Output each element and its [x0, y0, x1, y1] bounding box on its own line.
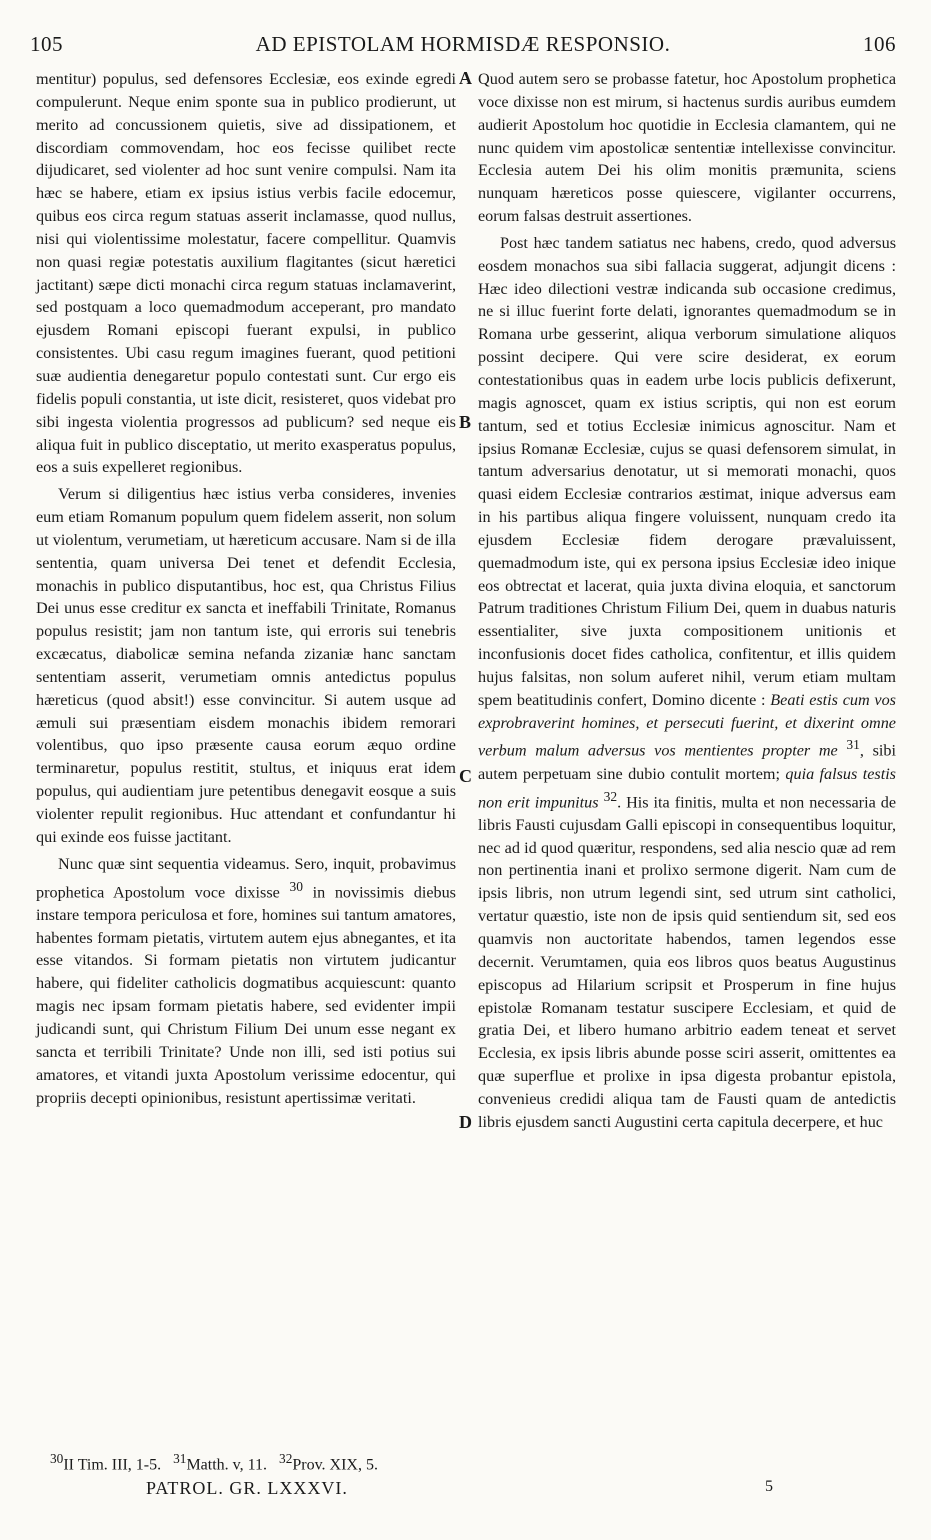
margin-marker-b: B	[459, 412, 472, 432]
footnote-number-30: 30	[50, 1451, 64, 1466]
left-p3-text-a: Nunc quæ sint sequentia videamus. Sero, inquit, probavimus prophetica Apostolum voce dixisse	[36, 854, 456, 901]
left-paragraph-3	[36, 853, 456, 1110]
footnote-number-31: 31	[173, 1451, 187, 1466]
footnote-ref-30: 30	[289, 878, 303, 894]
running-header	[30, 32, 896, 62]
scripture-quote-1: Beati estis cum vos exprobraverint homines, et persecuti fuerint, et dixerint omne verbum malum adversus vos mentientes propter me	[478, 690, 896, 760]
running-title: AD EPISTOLAM HORMISDÆ RESPONSIO.	[255, 32, 671, 56]
footnote-text-31: Matth. v, 11.	[186, 1456, 268, 1474]
left-page-number: 105	[30, 32, 63, 56]
right-paragraph-1: Quod autem sero se probasse fatetur, hoc Apostolum prophetica voce dixisse non est mirum, si hactenus surdis auribus eumdem audierit Apostolum hoc quotidie in Ecclesia clamantem, qui ne nunc quidem vim apostolicæ sententiæ intellexisse convincitur. Ecclesia autem Dei his olim monitis præmunita, sciens nunquam hæreticos posse quiescere, vigilanter occurrens, eorum falsas destruit assertiones.	[478, 70, 896, 226]
footnote-text-30: II Tim. III, 1-5.	[63, 1456, 162, 1474]
volume-signature: PATROL. GR. LXXXVI.	[146, 1478, 348, 1498]
left-p3-text-b: in novissimis diebus instare tempora periculosa et fore, homines sui tantum amatores, habentes formam pietatis, virtutem autem ejus abnegantes, et ita esse vitandos. Si formam pietatis non virtutem judicantur habere, qui fideliter catholicis dogmatibus acquiescunt: quanto magis nec ipsam formam pietatis habere, sed evidenter impii judicandi sunt, qui Christum Filium Dei unum esse negant ex sancta et terribili Trinitate? Unde non illi, sed isti potius sui amatores, et vitandi juxta Apostolum verissime edocentur, qui propriis decepti opinionibus, resistunt apertissimæ veritati.	[36, 882, 456, 1107]
footnote-text-32: Prov. XIX, 5.	[292, 1456, 378, 1474]
left-paragraph-2: Verum si diligentius hæc istius verba consideres, invenies eum etiam Romanum populum quem fidelem asserit, non solum ut violentum, verumetiam, ut hæreticum accusare. Nam si de illa sententia, quam universa Dei tenet et defendit Ecclesia, monachis in publico disputantibus, hoc est, qua Christus Filius Dei unus esse creditur ex sancta et ineffabili Trinitate, Romanus populus resistit; jam non tantum iste, qui erroris sui tenebris excæcatus, diabolicæ semina nefanda zizaniæ hanc sanctam sententiam asserit, verumetiam omnis antedictus populus hæreticus (quod absit!) esse convincitur. Si autem usque ad æmuli sui præsentiam eisdem monachis ibidem remorari volentibus, quo ipso præsente causa eorum æquo ordine terminaretur, populus restitit, stultus, et iniquus erat idem populus, qui audientiam jure petentibus denegavit eosque a suis violenter repulit regionibus. Huc attendant et confundantur hi qui exinde eos fuisse jactitant.	[36, 485, 456, 846]
margin-marker-a: A	[459, 68, 472, 88]
margin-marker-c: C	[459, 766, 472, 786]
right-p2-text-a: Post hæc tandem satiatus nec habens, credo, quod adversus eosdem monachos sua sibi fallacia suggerat, adjungit dicens : Hæc ideo dilectioni vestræ indicanda sub occasione credimus, ne si illuc fuerint forte delati, ignorantes quemadmodum se in Romana urbe gesserint, aliqua verborum simulatione aliquos possint decipere. Qui vere scire desiderat, ex eorum contestationibus quas in eadem urbe locis publicis defixerunt, magis agnoscet, quam ex istius scriptis, qui non est eorum tantum, sed et totius Ecclesiæ inimicus agnoscitur. Nam et ipsius Romanæ Ecclesiæ, cujus se quasi defensorem simulat, in tantum adversarius denotatur, ut si memorati monachi, quos quasi eidem Ecclesiæ contrarios æstimat, inique adversus eam in his partibus aliqua fingere voluissent, nunquam credo ita ejusdem Ecclesiæ fidem derogare prævaluissent, quemadmodum iste, qui ex persona ipsius Ecclesiæ ideo inique eos obtrectat et lacerat, quia juxta divina eloquia, et sanctorum Patrum traditiones Christum Filium Dei, quem in duabus naturis essentialiter, sive juxta compositionem unitionis et inconfusionis docet fides catholica, confitentur, et illis quidem hujus falsitas, non solum auferet nihil, verum etiam multam spem beatitudinis confert, Domino dicente :	[478, 233, 896, 709]
left-column	[36, 68, 456, 1109]
gathering-signature: 5	[765, 1478, 773, 1495]
footnote-ref-32: 32	[603, 788, 618, 804]
margin-marker-d: D	[459, 1112, 472, 1132]
right-p2-text-b: , sibi autem perpetuam sine dubio contulit mortem;	[478, 741, 896, 783]
right-column	[478, 68, 896, 1134]
footnote-number-32: 32	[279, 1451, 293, 1466]
footnotes	[50, 1448, 480, 1476]
right-paragraph-2	[478, 232, 896, 1134]
scripture-quote-2: quia falsus testis non erit impunitus	[478, 764, 896, 811]
right-p2-text-c: . His ita finitis, multa et non necessaria de libris Fausti cujusdam Galli episcopi in consequentibus loquitur, nec ad id quod quæritur, respondens, sed alia nescio quæ ad rem non pertinentia inani et prolixo sermone digerit. Nam cum de ipsis libris, non utrum legendi sint, sed utrum sint catholici, vertatur quæstio, iste non de ipsis quid sentiendum sit, sed eos quamvis non auctoritate habendos, tamen legendos esse decernit. Verumtamen, quia eos libros quos beatus Augustinus episcopus ad Hilarium scripsit et Prosperum in fine hujus epistolæ Romanam testatur suscipere Ecclesiam, et quid de gratia Dei, et libero humano arbitrio eadem teneat et servet Ecclesia, ex ipsis libris abunde posse sciri asserit, omittentes ea quæ superflue et prolixe in ipsa digesta probantur epistola, convenieus credidi aliqua tam de Fausti quam de antedictis libris ejusdem sancti Augustini certa capitula decerpere, et huc	[478, 792, 897, 1131]
footnote-ref-31: 31	[846, 737, 860, 753]
right-page-number: 106	[863, 32, 896, 56]
left-paragraph-1: mentitur) populus, sed defensores Ecclesiæ, eos exinde egredi compulerunt. Neque enim sponte sua in publico prodierunt, ut merito ad concussionem quietis, sive ad dissipationem, et discordiam commovendam, hoc eos fecisse quilibet recte dijudicaret, sed violenter ad hoc sunt venire compulsi. Nam ita hæc se habere, etiam ex ipsius istius verbis facile edocemur, quibus eos circa regum statuas asserit inclamasse, quod nullus, nisi qui violentissime molestatur, facere compellitur. Quamvis non quasi regiæ potestatis auxilium flagitantes (sicut hæretici jactitant) sæpe dicti monachi circa regum statuas inclamaverint, sed postquam a loco quemadmodum acceperant, pro mandato ejusdem Romani episcopi fuerant expulsi, in publico consistentes. Ubi casu regum imagines fuerant, quod petitioni suæ audientia denegaretur populo contestati sunt. Cur ergo eis fidelis populi constantia, ut iste dicit, resisteret, quos videbat pro sibi ingesta violentia progressos ad publicum? sed neque eis aliqua fuit in publico disceptatio, ut merito exasperatus populus, eos a suis expelleret regionibus.	[36, 70, 456, 477]
